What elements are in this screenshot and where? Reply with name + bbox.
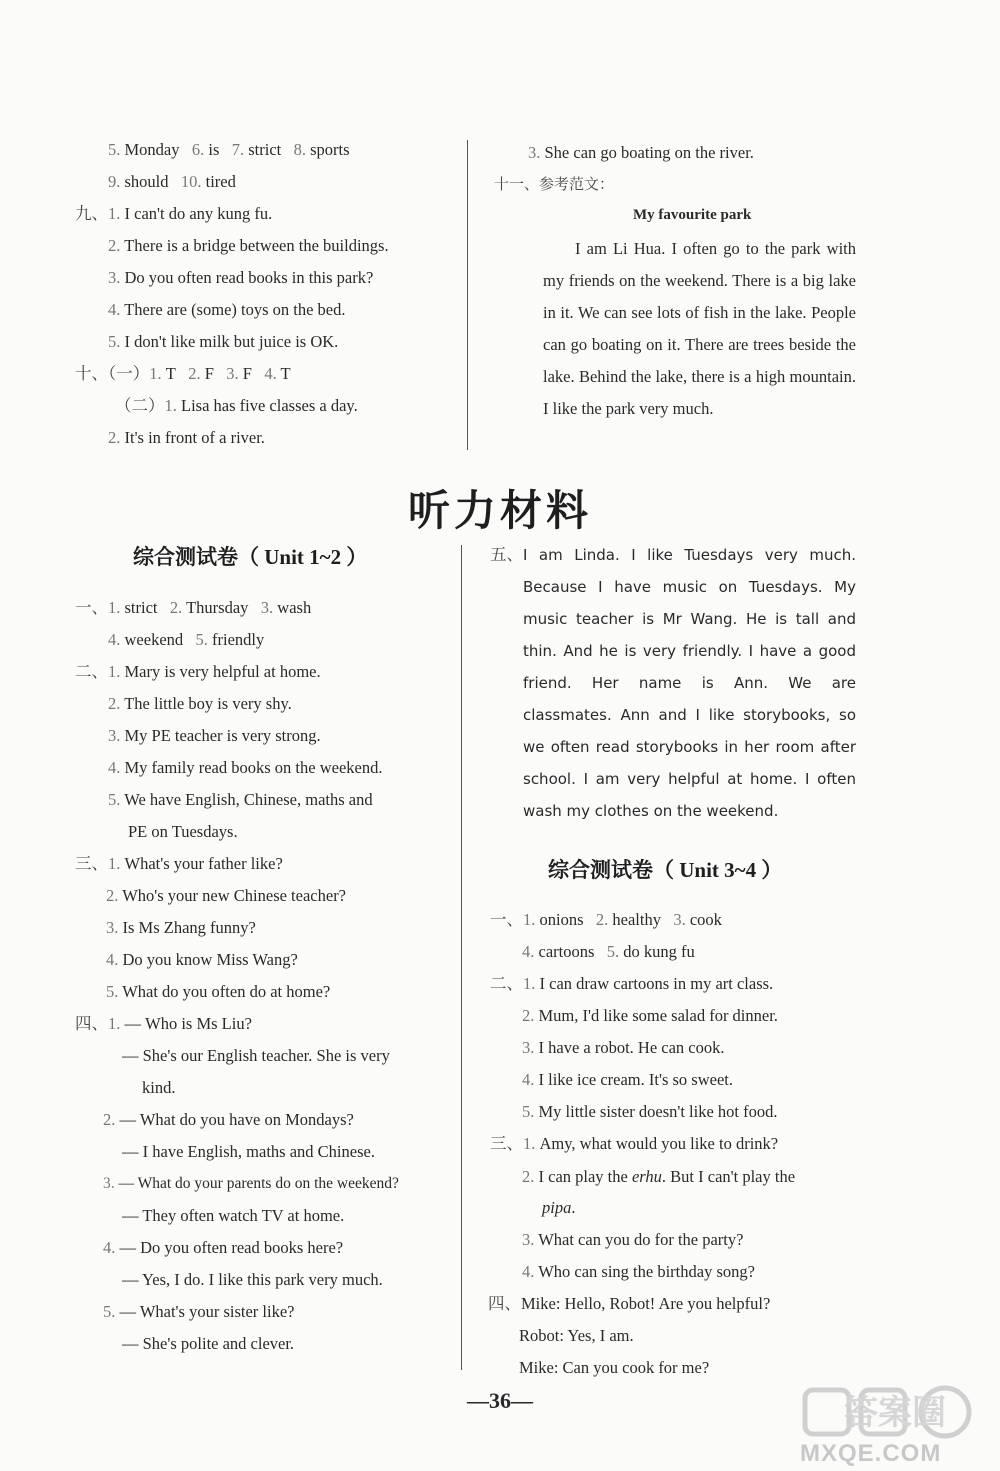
sentence-line: 5. My little sister doesn't like hot food. [522, 1102, 778, 1121]
section-title-unit-1-2: 综合测试卷（ Unit 1~2 ） [133, 545, 368, 569]
dialogue-line: — She's polite and clever. [122, 1334, 295, 1353]
dialogue-line: 5. — What's your sister like? [103, 1302, 295, 1321]
sentence-line: 5. We have English, Chinese, maths and [108, 790, 373, 809]
dialogue-line: — Yes, I do. I like this park very much. [122, 1270, 383, 1289]
answer-line: 9. should 10. tired [108, 172, 236, 191]
page-number: —36— [467, 1388, 533, 1413]
answer-line: 2. It's in front of a river. [108, 428, 265, 447]
dialogue-line: 四、Mike: Hello, Robot! Are you helpful? [488, 1294, 771, 1313]
dialogue-line: 2. — What do you have on Mondays? [103, 1110, 354, 1129]
answer-line: 4. There are (some) toys on the bed. [108, 300, 346, 319]
answer-line: 5. I don't like milk but juice is OK. [108, 332, 339, 351]
sentence-line: 3. I have a robot. He can cook. [522, 1038, 725, 1057]
essay-title: My favourite park [633, 207, 752, 223]
answer-line: 3. She can go boating on the river. [528, 143, 754, 162]
page-title: 听力材料 [407, 489, 592, 535]
sentence-line: 2. I can play the erhu. But I can't play the [522, 1167, 796, 1186]
answer-line: 3. Do you often read books in this park? [108, 268, 374, 287]
sentence-line: 2. The little boy is very shy. [108, 694, 292, 713]
answer-line: 4. cartoons 5. do kung fu [522, 942, 695, 961]
dialogue-line: — They often watch TV at home. [122, 1206, 345, 1225]
svg-text:答案圈: 答案圈 [844, 1393, 946, 1433]
answer-line: 一、1. strict 2. Thursday 3. wash [75, 598, 312, 617]
listening-passage: I am Linda. I like Tuesdays very much. Because I have music on Tuesdays. My music teacher is Mr Wang. He is tall and thin. And he is very friendly. I have a good friend. Her name is Ann. We are classmates. Ann and I like storybooks, so we often read storybooks in her room after school. I am very helpful at home. I often wash my clothes on the weekend. [523, 546, 856, 820]
dialogue-line: — She's our English teacher. She is very [122, 1046, 390, 1065]
sentence-line: 2. Mum, I'd like some salad for dinner. [522, 1006, 778, 1025]
sentence-line: 3. Is Ms Zhang funny? [106, 918, 256, 937]
sentence-line: PE on Tuesdays. [128, 822, 238, 841]
sentence-line: 5. What do you often do at home? [106, 982, 331, 1001]
dialogue-line: — I have English, maths and Chinese. [122, 1142, 375, 1161]
dialogue-line: 3. — What do your parents do on the weekend? [103, 1175, 399, 1192]
sentence-line: 4. My family read books on the weekend. [108, 758, 383, 777]
sentence-line: 4. I like ice cream. It's so sweet. [522, 1070, 733, 1089]
sentence-line: 3. My PE teacher is very strong. [108, 726, 321, 745]
dialogue-line: 4. — Do you often read books here? [103, 1238, 344, 1257]
section-label: 五、 [490, 545, 523, 564]
answer-line: 十、（一）1. T 2. F 3. F 4. T [75, 364, 291, 383]
section-label: 十一、参考范文： [494, 175, 615, 193]
answer-line: 2. There is a bridge between the buildings. [108, 236, 389, 255]
answer-line: （二）1. Lisa has five classes a day. [115, 396, 358, 415]
sentence-line: 二、1. I can draw cartoons in my art class. [490, 974, 774, 993]
dialogue-line: Mike: Can you cook for me? [519, 1358, 710, 1377]
sentence-line: 3. What can you do for the party? [522, 1230, 744, 1249]
answer-line: 九、1. I can't do any kung fu. [75, 204, 273, 223]
section-title-unit-3-4: 综合测试卷（ Unit 3~4 ） [548, 858, 783, 882]
dialogue-line: kind. [142, 1078, 176, 1097]
sentence-line: 二、1. Mary is very helpful at home. [75, 662, 321, 681]
sentence-line: 2. Who's your new Chinese teacher? [106, 886, 347, 905]
essay-text: I am Li Hua. I often go to the park with my friends on the weekend. There is a big lake in it. We can see lots of fish in the lake. People can go boating on it. There are trees beside the lake. Behind the lake, there is a high mountain. I like the park very much. [543, 239, 856, 418]
sentence-line: 三、1. What's your father like? [75, 854, 283, 873]
dialogue-line: 四、1. — Who is Ms Liu? [75, 1014, 252, 1033]
answer-line: 5. Monday 6. is 7. strict 8. sports [108, 140, 350, 159]
dialogue-line: Robot: Yes, I am. [519, 1326, 634, 1345]
watermark-text: MXQE.COM [800, 1440, 942, 1467]
column-divider [467, 140, 468, 450]
sentence-line: 三、1. Amy, what would you like to drink? [490, 1134, 779, 1153]
sentence-line: 4. Who can sing the birthday song? [522, 1262, 755, 1281]
sentence-line: pipa. [542, 1198, 576, 1217]
column-divider [461, 545, 462, 1370]
answer-line: 一、1. onions 2. healthy 3. cook [490, 910, 722, 929]
sentence-line: 4. Do you know Miss Wang? [106, 950, 298, 969]
answer-line: 4. weekend 5. friendly [108, 630, 265, 649]
